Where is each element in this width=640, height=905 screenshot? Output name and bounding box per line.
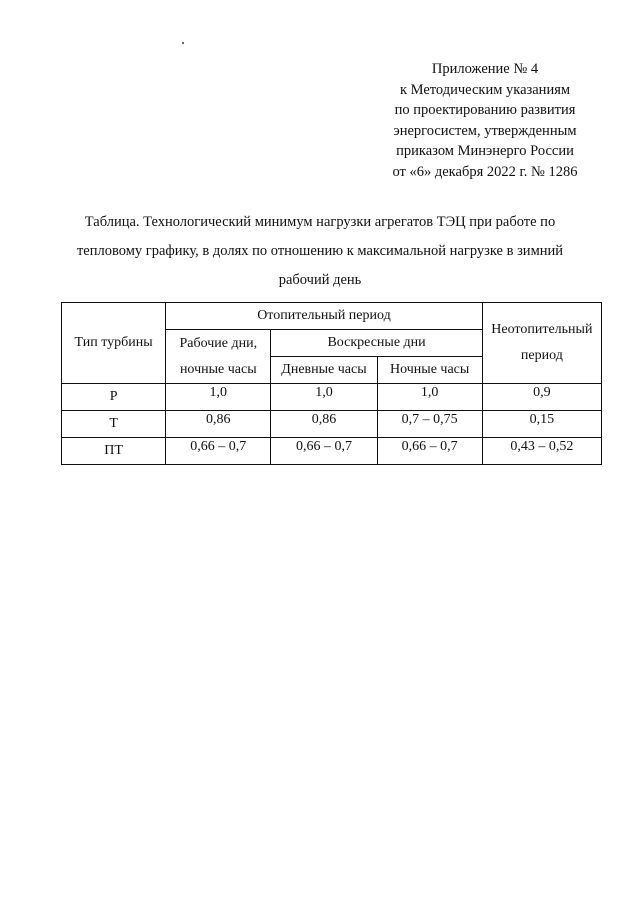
appendix-number: Приложение № 4 — [431, 61, 539, 77]
header-sundays-label: Воскресные дни — [327, 335, 426, 350]
appendix-date: от «6» декабря 2022 г. № 1286 — [392, 163, 578, 180]
header-sundays — [271, 330, 482, 357]
cell-turbine-type: Р — [62, 384, 166, 411]
header-day-hours-label: Дневные часы — [281, 362, 367, 377]
header-non-heating-line-1: Неотопительный — [491, 322, 593, 337]
header-non-heating-period — [482, 303, 601, 384]
scan-speck — [182, 42, 184, 44]
cell-workdays: 0,66 – 0,7 — [166, 438, 271, 465]
table-row — [62, 438, 602, 465]
cell-day-hours: 0,86 — [271, 411, 377, 438]
table-header-row-1 — [62, 303, 602, 330]
cell-night-hours: 0,7 – 0,75 — [377, 411, 482, 438]
cell-non-heating: 0,15 — [482, 411, 601, 438]
header-workdays-line-1: Рабочие дни, — [179, 335, 258, 351]
cell-workdays: 0,86 — [166, 411, 271, 438]
header-workdays-line-2: ночные часы — [179, 361, 257, 377]
cell-workdays: 1,0 — [166, 384, 271, 411]
cell-day-hours: 0,66 – 0,7 — [271, 438, 377, 465]
cell-non-heating: 0,9 — [482, 384, 601, 411]
cell-turbine-type: ПТ — [62, 438, 166, 465]
load-minimum-table — [61, 302, 602, 465]
header-night-hours — [377, 357, 482, 384]
appendix-reference: к Методическим указаниям — [399, 81, 571, 98]
header-heating-period-label: Отопительный период — [257, 308, 391, 323]
appendix-order: приказом Минэнерго России — [396, 143, 574, 160]
caption-line-3: рабочий день — [278, 272, 362, 288]
table-row — [62, 411, 602, 438]
cell-day-hours: 1,0 — [271, 384, 377, 411]
header-non-heating-line-2: период — [520, 348, 563, 363]
caption-line-2: тепловому графику, в долях по отношению к максимальной нагрузке в зимний — [76, 243, 564, 259]
cell-night-hours: 0,66 – 0,7 — [377, 438, 482, 465]
cell-non-heating: 0,43 – 0,52 — [482, 438, 601, 465]
header-day-hours — [271, 357, 377, 384]
appendix-header — [360, 59, 610, 183]
appendix-subject: по проектированию развития — [394, 102, 576, 119]
header-turbine-type — [62, 303, 166, 384]
table-caption — [50, 208, 590, 295]
header-turbine-type-label: Тип турбины — [74, 335, 153, 350]
appendix-subject-cont: энергосистем, утвержденным — [393, 122, 577, 139]
header-heating-period — [166, 303, 483, 330]
cell-night-hours: 1,0 — [377, 384, 482, 411]
table-row — [62, 384, 602, 411]
caption-line-1: Таблица. Технологический минимум нагрузки агрегатов ТЭЦ при работе по — [84, 214, 556, 230]
header-workdays — [166, 330, 271, 384]
header-night-hours-label: Ночные часы — [390, 362, 470, 377]
cell-turbine-type: Т — [62, 411, 166, 438]
